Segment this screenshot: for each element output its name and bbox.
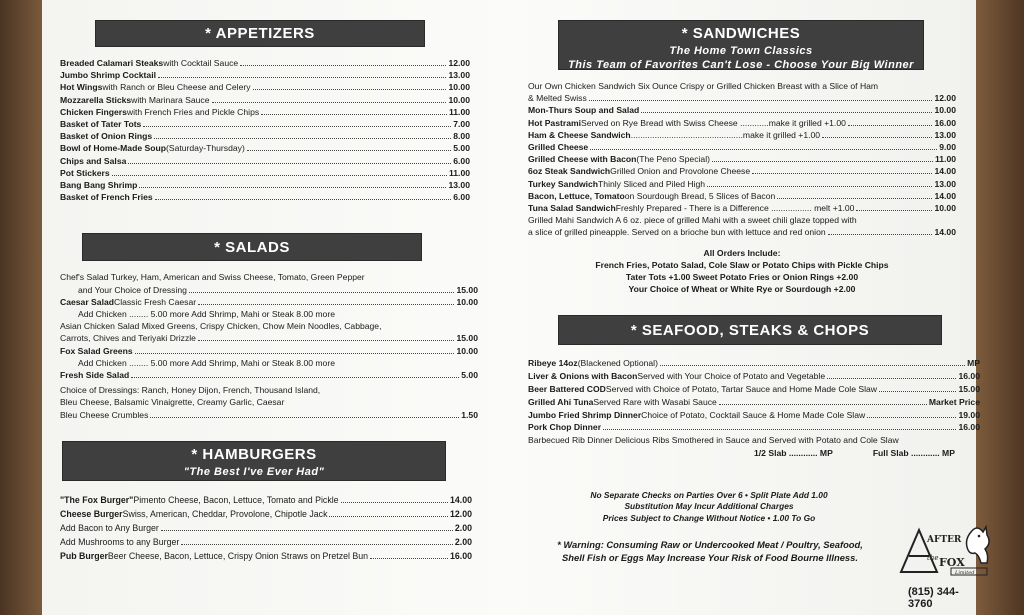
seafood-item-price: 16.00 — [958, 422, 980, 433]
policy-notes — [534, 490, 884, 525]
orders-include-line-1: French Fries, Potato Salad, Cole Slaw or Potato Chips with Pickle Chips — [595, 259, 889, 270]
sandwich-item-name: Ham & Cheese Sandwich — [528, 129, 631, 140]
seafood-item-price: 16.00 — [958, 371, 980, 382]
after-the-fox-logo — [897, 522, 997, 582]
appetizer-item-name: Mozzarella Sticks — [60, 94, 132, 105]
seafood-item-price: 15.00 — [958, 384, 980, 395]
seafood-item-name: Jumbo Fried Shrimp Dinner — [528, 409, 642, 420]
sandwiches-banner — [558, 20, 924, 70]
seafood-item — [528, 396, 980, 409]
seafood-item-price: Market Price — [928, 396, 980, 407]
fox-salad-name: Fox Salad Greens — [60, 345, 133, 356]
burger-item — [60, 521, 472, 535]
appetizer-item-name: Basket of Tater Tots — [60, 119, 142, 130]
dot-leader — [707, 186, 932, 187]
sandwich-item-desc: Grilled Onion and Provolone Cheese — [610, 166, 751, 177]
seafood-items — [528, 357, 980, 434]
seafood-title: * SEAFOOD, STEAKS & CHOPS — [630, 322, 870, 340]
dot-leader — [603, 429, 956, 430]
seafood-item-name: Grilled Ahi Tuna — [528, 396, 594, 407]
sandwich-item-name: Bacon, Lettuce, Tomato — [528, 190, 625, 201]
appetizers-banner — [95, 20, 425, 47]
salad-addon-1: Add Chicken ........ 5.00 more Add Shrimp, Mahi or Steak 8.00 more — [78, 309, 335, 320]
appetizer-item-price: 6.00 — [453, 155, 470, 166]
asian-salad-desc2: Carrots, Chives and Teriyaki Drizzle — [60, 333, 196, 344]
dot-leader — [247, 150, 451, 151]
chicken-sandwich-name: Our Own Chicken Sandwich — [528, 81, 636, 91]
dot-leader — [589, 100, 933, 101]
seafood-item-name: Liver & Onions with Bacon — [528, 371, 638, 382]
dot-leader — [150, 417, 459, 418]
appetizer-item-price: 8.00 — [453, 131, 470, 142]
bleu-crumbles-price: 1.50 — [461, 409, 478, 420]
bleu-crumbles-name: Bleu Cheese Crumbles — [60, 409, 149, 420]
dot-leader — [154, 138, 451, 139]
appetizer-item-name: Pot Stickers — [60, 167, 110, 178]
mahi-sandwich-price: 14.00 — [934, 227, 956, 238]
appetizer-item — [60, 142, 470, 154]
salads-banner — [82, 233, 422, 261]
seafood-item-price: MP — [967, 358, 980, 369]
burger-item-desc: Pimento Cheese, Bacon, Lettuce, Tomato and Pickle — [133, 494, 339, 505]
appetizer-item — [60, 118, 470, 130]
appetizer-item-name: Bowl of Home-Made Soup — [60, 143, 166, 154]
sandwich-item-name: Grilled Cheese with Bacon — [528, 154, 637, 165]
dot-leader — [660, 365, 965, 366]
appetizer-item-desc: (Saturday-Thursday) — [166, 143, 245, 154]
dot-leader — [867, 417, 956, 418]
full-slab: Full Slab ............ MP — [872, 448, 955, 459]
sandwich-item-price: 16.00 — [934, 117, 956, 128]
burger-item-desc: Swiss, American, Cheddar, Provolone, Chipotle Jack — [122, 508, 328, 519]
menu-page — [42, 0, 980, 615]
logo-limited-text: Limited — [955, 570, 975, 576]
asian-salad-desc: Mixed Greens, Crispy Chicken, Chow Mein Noodles, Cabbage, — [139, 321, 382, 332]
sandwiches-subtitle-2: This Team of Favorites Can't Lose - Choose Your Big Winner — [568, 59, 914, 71]
appetizer-item — [60, 81, 470, 93]
appetizer-item-name: Basket of French Fries — [60, 192, 153, 203]
sandwich-item-price: 10.00 — [934, 203, 956, 214]
appetizers-title: * APPETIZERS — [205, 25, 315, 42]
chicken-sandwich — [528, 80, 956, 92]
burger-item — [60, 493, 472, 507]
dressings-list-1: Ranch, Honey Dijon, French, Thousand Island, — [139, 385, 321, 396]
left-column — [60, 20, 480, 563]
asian-salad-name: Asian Chicken Salad — [60, 321, 140, 332]
sandwich-item — [528, 104, 956, 116]
appetizer-item-desc: with Ranch or Bleu Cheese and Celery — [102, 82, 251, 93]
burger-item-price: 14.00 — [449, 494, 472, 505]
seafood-item — [528, 370, 980, 383]
sandwich-item — [528, 165, 956, 177]
chef-salad-row2 — [60, 284, 478, 296]
asian-salad-row2 — [60, 332, 478, 344]
seafood-item — [528, 357, 980, 370]
dot-leader — [131, 377, 459, 378]
fox-salad-price: 10.00 — [456, 345, 478, 356]
hamburgers-title: * HAMBURGERS — [191, 445, 317, 463]
sandwich-item-name: Hot Pastrami — [528, 117, 582, 128]
burger-item — [60, 507, 472, 521]
seafood-item-desc: Served Rare with Wasabi Sauce — [593, 396, 717, 407]
appetizer-item — [60, 155, 470, 167]
appetizer-item — [60, 94, 470, 106]
bleu-crumbles — [60, 409, 478, 421]
appetizer-item — [60, 106, 470, 118]
mahi-sandwich-desc: A 6 oz. piece of grilled Mahi with a sweet chili glaze topped with — [613, 215, 857, 226]
appetizer-item-name: Breaded Calamari Steaks — [60, 58, 164, 68]
rib-slabs — [528, 447, 980, 460]
burger-item-price: 2.00 — [454, 536, 472, 547]
seafood-item — [528, 409, 980, 422]
salads-list — [60, 271, 478, 420]
appetizers-list — [60, 57, 470, 203]
dot-leader — [777, 198, 932, 199]
chicken-sandwich-desc: Six Ounce Crispy or Grilled Chicken Breast with a Slice of Ham — [635, 81, 879, 91]
sandwich-item — [528, 190, 956, 202]
appetizer-item-price: 12.00 — [448, 58, 470, 68]
seafood-item-desc: Served with Choice of Potato, Tartar Sauce and Home Made Cole Slaw — [605, 384, 878, 395]
seafood-item-desc: Served with Your Choice of Potato and Vegetable — [637, 371, 826, 382]
sandwiches-list — [528, 80, 956, 295]
appetizer-item — [60, 191, 470, 203]
sandwich-item — [528, 141, 956, 153]
appetizer-item-price: 13.00 — [448, 70, 470, 81]
dot-leader — [822, 137, 932, 138]
appetizer-item-name: Jumbo Shrimp Cocktail — [60, 70, 156, 81]
sandwich-item — [528, 117, 956, 129]
dot-leader — [135, 353, 455, 354]
mahi-sandwich-desc2: a slice of grilled pineapple. Served on a brioche bun with lettuce and red onion — [528, 227, 826, 238]
dot-leader — [181, 544, 453, 545]
orders-include-line-2: Tater Tots +1.00 Sweet Potato Fries or Onion Rings +2.00 — [625, 272, 859, 283]
burger-item-price: 16.00 — [449, 550, 472, 561]
burger-item-desc: Beer Cheese, Bacon, Lettuce, Crispy Onion Straws on Pretzel Bun — [107, 550, 369, 561]
sandwich-item-name: 6oz Steak Sandwich — [528, 166, 611, 177]
asian-salad — [60, 320, 478, 332]
sandwiches-subtitle-1: The Home Town Classics — [669, 45, 813, 57]
dot-leader — [856, 210, 932, 211]
sandwich-item-name: Grilled Cheese — [528, 142, 589, 153]
dot-leader — [198, 304, 454, 305]
dot-leader — [155, 199, 452, 200]
appetizer-item-price: 7.00 — [453, 119, 470, 130]
caesar-salad-name: Caesar Salad — [60, 296, 114, 307]
dot-leader — [198, 340, 455, 341]
dot-leader — [752, 173, 932, 174]
side-salad-price: 5.00 — [461, 370, 478, 381]
food-warning — [520, 538, 900, 564]
dot-leader — [253, 89, 447, 90]
mahi-sandwich — [528, 214, 956, 226]
chef-salad — [60, 271, 478, 283]
appetizer-item-price: 6.00 — [453, 192, 470, 203]
dressings-list-2: Bleu Cheese, Balsamic Vinaigrette, Creamy Garlic, Caesar — [60, 397, 285, 408]
orders-include — [528, 247, 956, 296]
dot-leader — [719, 404, 927, 405]
dot-leader — [112, 175, 447, 176]
seafood-item-price: 19.00 — [958, 409, 980, 420]
sandwich-item-desc: Thinly Sliced and Piled High — [598, 178, 706, 189]
dot-leader — [341, 502, 448, 503]
burger-item-desc: Add Bacon to Any Burger — [60, 522, 159, 533]
sandwich-item — [528, 202, 956, 214]
appetizer-item — [60, 167, 470, 179]
sandwich-item-price: 14.00 — [934, 166, 956, 177]
dot-leader — [212, 102, 447, 103]
seafood-item-name: Ribeye 14oz — [528, 358, 578, 369]
appetizer-item-desc: with Marinara Sauce — [131, 94, 210, 105]
chef-salad-desc2: and Your Choice of Dressing — [78, 284, 187, 295]
sandwich-item-desc: on Sourdough Bread, 5 Slices of Bacon — [624, 190, 776, 201]
appetizer-item-price: 13.00 — [448, 180, 470, 191]
sandwich-item-price: 13.00 — [934, 129, 956, 140]
appetizer-item — [60, 69, 470, 81]
caesar-salad-desc: Classic Fresh Caesar — [113, 296, 197, 307]
dot-leader — [189, 292, 455, 293]
seafood-item — [528, 421, 980, 434]
burger-item-name: Pub Burger — [60, 550, 108, 561]
dot-leader — [158, 77, 447, 78]
appetizer-item-name: Chicken Fingers — [60, 106, 127, 117]
dressings — [60, 384, 478, 396]
sandwich-item-price: 13.00 — [934, 178, 956, 189]
chicken-sandwich-row2 — [528, 92, 956, 104]
appetizer-item-price: 11.00 — [448, 106, 470, 117]
appetizer-item — [60, 57, 470, 69]
dot-leader — [641, 112, 932, 113]
sandwich-item-price: 10.00 — [934, 105, 956, 116]
sandwich-item — [528, 178, 956, 190]
sandwich-item-name: Mon-Thurs Soup and Salad — [528, 105, 640, 116]
mahi-sandwich-row2 — [528, 226, 956, 238]
note-line-3: Prices Subject to Change Without Notice • 1.00 To Go — [602, 512, 816, 523]
dot-leader — [139, 187, 446, 188]
hamburgers-banner — [62, 441, 446, 481]
seafood-item — [528, 383, 980, 396]
orders-include-line-3: Your Choice of Wheat or White Rye or Sourdough +2.00 — [628, 284, 856, 295]
chicken-sandwich-desc2: & Melted Swiss — [528, 93, 587, 104]
sandwich-item — [528, 153, 956, 165]
fox-logo-icon — [897, 522, 997, 582]
appetizer-item-name: Hot Wings — [60, 82, 103, 93]
caesar-salad — [60, 296, 478, 308]
note-line-2: Substitution May Incur Additional Charges — [624, 501, 794, 512]
logo-fox-text: FOX — [939, 556, 965, 569]
burger-item-name: Cheese Burger — [60, 508, 123, 519]
seafood-list — [528, 357, 980, 459]
dot-leader — [827, 378, 956, 379]
chef-salad-desc: Turkey, Ham, American and Swiss Cheese, Tomato, Green Pepper — [108, 272, 365, 283]
rib-dinner-desc: Delicious Ribs Smothered in Sauce and Served with Potato and Cole Slaw — [612, 435, 899, 446]
chicken-sandwich-price: 12.00 — [934, 93, 956, 104]
dot-leader — [712, 161, 933, 162]
appetizer-item-name: Basket of Onion Rings — [60, 131, 153, 142]
dot-leader — [240, 65, 446, 66]
side-salad — [60, 369, 478, 381]
appetizer-item-name: Bang Bang Shrimp — [60, 180, 138, 191]
orders-include-title: All Orders Include: — [703, 247, 781, 258]
dot-leader — [128, 163, 451, 164]
appetizer-item — [60, 130, 470, 142]
sandwich-item-name: Tuna Salad Sandwich — [528, 203, 616, 214]
seafood-item-name: Beer Battered COD — [528, 384, 606, 395]
hamburgers-list — [60, 493, 472, 563]
dot-leader — [370, 558, 448, 559]
wood-table-left — [0, 0, 42, 615]
sandwich-item-name: Turkey Sandwich — [528, 178, 599, 189]
appetizer-item-desc: with Cocktail Sauce — [163, 58, 239, 68]
fox-salad — [60, 345, 478, 357]
appetizer-item-desc: with French Fries and Pickle Chips — [126, 106, 260, 117]
sandwich-item-price: 14.00 — [934, 190, 956, 201]
burger-item-price: 2.00 — [454, 522, 472, 533]
sandwich-item-desc: (The Peno Special) — [636, 154, 710, 165]
salad-addon-2: Add Chicken ........ 5.00 more Add Shrimp, Mahi or Steak 8.00 more — [78, 357, 335, 368]
dot-leader — [828, 234, 933, 235]
dot-leader — [329, 516, 448, 517]
sandwich-item-price: 9.00 — [939, 142, 956, 153]
warning-line-1: * Warning: Consuming Raw or Undercooked Meat / Poultry, Seafood, — [557, 539, 863, 551]
mahi-sandwich-name: Grilled Mahi Sandwich — [528, 215, 614, 226]
sandwich-item-price: 11.00 — [934, 154, 956, 165]
dot-leader — [879, 391, 956, 392]
appetizer-item-name: Chips and Salsa — [60, 155, 127, 166]
asian-salad-price: 15.00 — [456, 333, 478, 344]
seafood-item-desc: (Blackened Optional) — [577, 358, 658, 369]
rib-dinner-name: Barbecued Rib Dinner — [528, 435, 613, 446]
burger-item-name: "The Fox Burger" — [60, 494, 134, 505]
sandwich-items — [528, 104, 956, 214]
chef-salad-name: Chef's Salad — [60, 272, 109, 283]
dot-leader — [161, 530, 453, 531]
phone-number: (815) 344-3760 — [908, 586, 959, 610]
dot-leader — [261, 114, 447, 115]
burger-item-desc: Add Mushrooms to any Burger — [60, 536, 180, 547]
logo-after-text: AFTER — [927, 535, 962, 545]
logo-the-text: the — [927, 554, 939, 562]
sandwich-item-desc: Served on Rye Bread with Swiss Cheese ............make it grilled +1.00 — [581, 117, 846, 128]
half-slab: 1/2 Slab ............ MP — [754, 448, 833, 459]
rib-dinner — [528, 434, 980, 447]
appetizer-item-price: 10.00 — [448, 94, 470, 105]
salads-title: * SALADS — [214, 239, 290, 257]
appetizer-item-price: 11.00 — [448, 167, 470, 178]
hamburgers-subtitle: "The Best I've Ever Had" — [183, 465, 325, 478]
seafood-item-name: Pork Chop Dinner — [528, 422, 602, 433]
burger-item — [60, 549, 472, 563]
seafood-item-desc: Choice of Potato, Cocktail Sauce & Home Made Cole Slaw — [641, 409, 866, 420]
caesar-salad-price: 10.00 — [456, 296, 478, 307]
note-line-1: No Separate Checks on Parties Over 6 • Split Plate Add 1.00 — [590, 489, 828, 500]
dot-leader — [848, 125, 933, 126]
dot-leader — [590, 149, 937, 150]
chef-salad-price: 15.00 — [456, 284, 478, 295]
dressings-label: Choice of Dressings: — [60, 385, 140, 396]
appetizer-item — [60, 179, 470, 191]
sandwiches-title: * SANDWICHES — [681, 25, 801, 42]
sandwich-item — [528, 129, 956, 141]
burger-item-price: 12.00 — [449, 508, 472, 519]
appetizer-item-price: 10.00 — [448, 82, 470, 93]
sandwich-item-desc: Freshly Prepared - There is a Difference ................. melt +1.00 — [615, 203, 855, 214]
dot-leader — [143, 126, 451, 127]
seafood-banner — [558, 315, 942, 345]
appetizer-item-price: 5.00 — [453, 143, 470, 154]
side-salad-name: Fresh Side Salad — [60, 370, 130, 381]
sandwich-item-desc: ...............................................make it grilled +1.00 — [630, 129, 821, 140]
burger-item — [60, 535, 472, 549]
warning-line-2: Shell Fish or Eggs May Increase Your Risk of Food Bourne Illness. — [562, 552, 858, 564]
